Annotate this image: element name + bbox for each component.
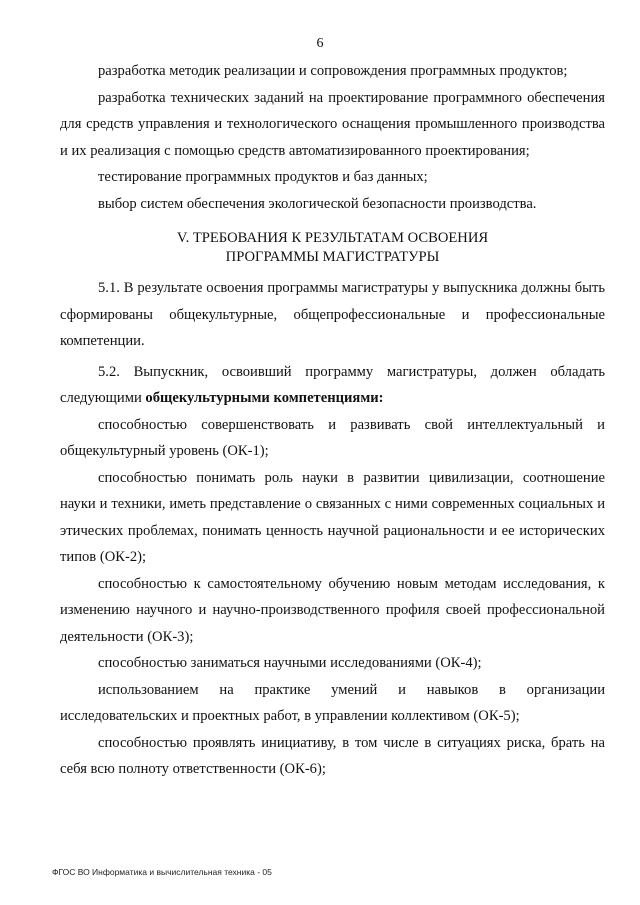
section-heading [60,229,605,267]
competency-item: способностью проявлять инициативу, в том числе в ситуациях риска, брать на себя всю полноту ответственности (ОК-6); [60,734,605,777]
competency-item: способностью совершенствовать и развивать свой интеллектуальный и общекультурный уровень (ОК-1); [60,416,605,459]
list-item: разработка технических заданий на проектирование программного обеспечения для средств управления и технологического оснащения промышленного производства и их реализация с помощью средств автоматизированного проектирования; [60,89,605,159]
page-number: 6 [316,36,324,51]
list-item: разработка методик реализации и сопровождения программных продуктов; [98,63,568,79]
document-body [60,58,605,783]
competency-item: способностью к самостоятельному обучению новым методам исследования, к изменению научного и научно-производственного профиля своей профессиональной деятельности (ОК-3); [60,575,605,645]
paragraph-5-2-bold: общекультурными компетенциями: [145,390,384,406]
paragraph-5-2-text: 5.2. Выпускник, освоивший программу магистратуры, должен обладать следующими [60,363,605,406]
paragraph-5-2 [60,359,605,412]
section-heading-line-1: V. ТРЕБОВАНИЯ К РЕЗУЛЬТАТАМ ОСВОЕНИЯ [176,230,489,246]
competency-item: способностью понимать роль науки в развитии цивилизации, соотношение науки и техники, иметь представление о связанных с ними современных социальных и этических проблемах, понимать ценность научной рациональности и ее исторических типов (ОК-2); [60,469,605,565]
paragraph-5-1: 5.1. В результате освоения программы магистратуры у выпускника должны быть сформированы общекультурные, общепрофессиональные и профессиональные компетенции. [60,280,605,349]
competency-item: способностью заниматься научными исследованиями (ОК-4); [98,655,482,671]
list-item: выбор систем обеспечения экологической безопасности производства. [98,195,537,212]
competency-item: использованием на практике умений и навыков в организации исследовательских и проектных работ, в управлении коллективом (ОК-5); [60,681,605,724]
list-item: тестирование программных продуктов и баз данных; [98,169,428,185]
section-heading-line-2: ПРОГРАММЫ МАГИСТРАТУРЫ [225,249,440,265]
page-footer: ФГОС ВО Информатика и вычислительная техника - 05 [52,867,272,877]
